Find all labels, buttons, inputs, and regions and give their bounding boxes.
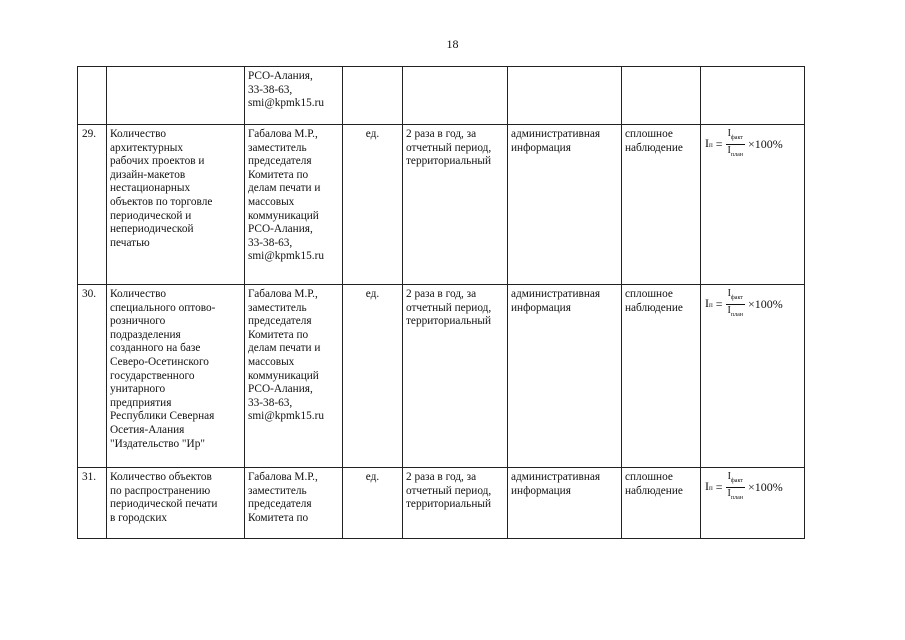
data-source xyxy=(508,67,622,125)
table-row xyxy=(78,125,805,285)
indicator-name: Количество специального оптово- розничного подразделения созданного на базе Северо-Осетинского государственного унитарного предприятия Республики Северная Осетия-Алания "Издательство "Ир" xyxy=(107,285,245,468)
data-source: административная информация xyxy=(508,285,622,468)
row-number: 29. xyxy=(78,125,107,285)
formula-fraction: $\frac{I_{факт}}{I_{план}}$ xyxy=(727,288,743,318)
formula-equals: = xyxy=(715,296,723,311)
unit: ед. xyxy=(343,285,403,468)
responsible-person: Габалова М.Р., заместитель председателя Комитета по делам печати и массовых коммуникаций РСО-Алания, 33-38-63, smi@kpmk15.ru xyxy=(245,285,343,468)
calculation-formula xyxy=(701,285,805,468)
formula-equals: = xyxy=(715,479,723,494)
data-source: административная информация xyxy=(508,468,622,539)
unit: ед. xyxy=(343,125,403,285)
indicator-name: Количество объектов по распространению периодической печати в городских xyxy=(107,468,245,539)
formula-multiplier: ×100% xyxy=(747,136,783,151)
periodicity: 2 раза в год, за отчетный период, территориальный xyxy=(403,468,508,539)
unit: ед. xyxy=(343,468,403,539)
data-source: административная информация xyxy=(508,125,622,285)
observation-method: сплошное наблюдение xyxy=(622,125,701,285)
periodicity: 2 раза в год, за отчетный период, территориальный xyxy=(403,125,508,285)
formula-equals: = xyxy=(715,136,723,151)
indicator-name xyxy=(107,67,245,125)
periodicity: 2 раза в год, за отчетный период, территориальный xyxy=(403,285,508,468)
row-number: 31. xyxy=(78,468,107,539)
calculation-formula xyxy=(701,468,805,539)
observation-method: сплошное наблюдение xyxy=(622,468,701,539)
formula-fraction: $\frac{I_{факт}}{I_{план}}$ xyxy=(727,128,743,158)
row-number xyxy=(78,67,107,125)
indicators-table xyxy=(77,66,805,539)
formula-multiplier: ×100% xyxy=(747,296,783,311)
formula-lhs: I п xyxy=(705,135,713,150)
formula-fraction: $\frac{I_{факт}}{I_{план}}$ xyxy=(727,471,743,501)
observation-method xyxy=(622,67,701,125)
table-row xyxy=(78,67,805,125)
calculation-formula xyxy=(701,125,805,285)
observation-method: сплошное наблюдение xyxy=(622,285,701,468)
formula-multiplier: ×100% xyxy=(747,479,783,494)
indicator-name: Количество архитектурных рабочих проектов и дизайн-макетов нестационарных объектов по торговле периодической и непериодической печатью xyxy=(107,125,245,285)
page-number: 18 xyxy=(446,37,459,51)
responsible-person: РСО-Алания, 33-38-63, smi@kpmk15.ru xyxy=(245,67,343,125)
formula-lhs: I п xyxy=(705,295,713,310)
responsible-person: Габалова М.Р., заместитель председателя Комитета по xyxy=(245,468,343,539)
formula-lhs: I п xyxy=(705,478,713,493)
calculation-formula xyxy=(701,67,805,125)
formula xyxy=(704,129,801,160)
table-row xyxy=(78,468,805,539)
formula xyxy=(704,472,801,503)
table-row xyxy=(78,285,805,468)
formula xyxy=(704,289,801,320)
unit xyxy=(343,67,403,125)
responsible-person: Габалова М.Р., заместитель председателя Комитета по делам печати и массовых коммуникаций РСО-Алания, 33-38-63, smi@kpmk15.ru xyxy=(245,125,343,285)
row-number: 30. xyxy=(78,285,107,468)
periodicity xyxy=(403,67,508,125)
